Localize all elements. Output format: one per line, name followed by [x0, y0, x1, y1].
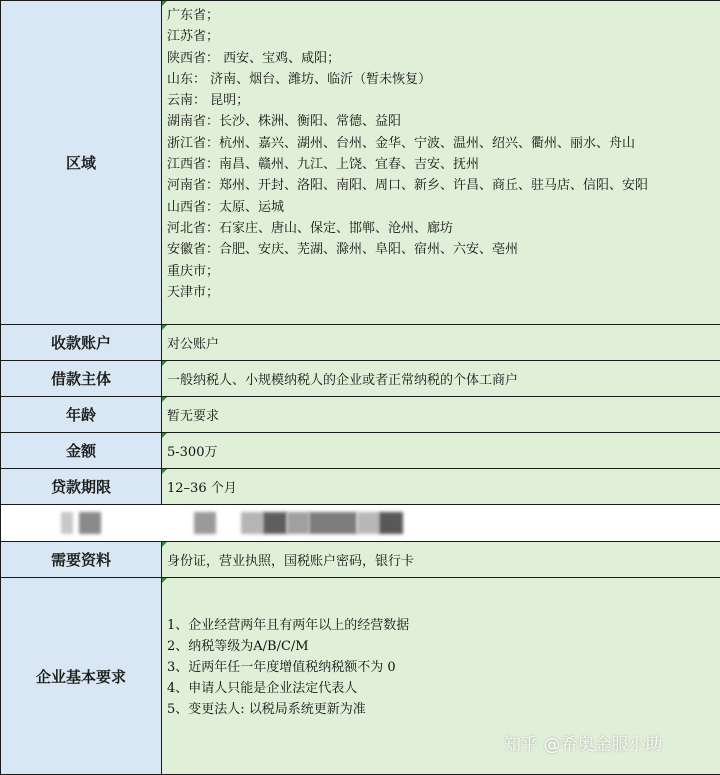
region-line: 江苏省；	[167, 26, 720, 47]
region-line: 云南： 昆明；	[167, 90, 720, 111]
requirement-item: 3、近两年任一年度增值税纳税额不为 0	[167, 657, 720, 678]
row-term	[1, 469, 720, 505]
amount-value: 5-300万	[162, 433, 720, 469]
borrower-label: 借款主体	[1, 361, 162, 397]
term-value: 12–36 个月	[162, 469, 720, 505]
region-line: 湖南省：长沙、株洲、衡阳、常德、益阳	[167, 111, 720, 132]
region-line: 天津市；	[167, 282, 720, 303]
region-line: 重庆市；	[167, 261, 720, 282]
region-value	[162, 1, 720, 325]
region-line: 山西省：太原、运城	[167, 197, 720, 218]
row-region	[1, 1, 720, 325]
row-account	[1, 325, 720, 361]
redaction-block	[309, 512, 357, 534]
row-documents	[1, 542, 720, 578]
redaction-block	[241, 512, 263, 534]
redaction-blocks	[1, 505, 720, 541]
requirements-list	[167, 578, 720, 720]
row-age	[1, 397, 720, 433]
requirement-item: 2、纳税等级为A/B/C/M	[167, 636, 720, 657]
region-line: 江西省：南昌、赣州、九江、上饶、宜春、吉安、抚州	[167, 154, 720, 175]
region-line: 广东省；	[167, 5, 720, 26]
region-line: 山东： 济南、烟台、潍坊、临沂（暂未恢复）	[167, 69, 720, 90]
requirement-item: 4、申请人只能是企业法定代表人	[167, 678, 720, 699]
borrower-value: 一般纳税人、小规模纳税人的企业或者正常纳税的个体工商户	[162, 361, 720, 397]
region-line: 河南省：郑州、开封、洛阳、南阳、周口、新乡、许昌、商丘、驻马店、信阳、安阳	[167, 175, 720, 196]
region-line: 河北省：石家庄、唐山、保定、邯郸、沧州、廊坊	[167, 218, 720, 239]
row-amount	[1, 433, 720, 469]
redaction-block	[79, 512, 101, 534]
documents-value: 身份证，营业执照，国税账户密码，银行卡	[162, 542, 720, 578]
redaction-block	[287, 512, 309, 534]
redaction-block	[263, 512, 287, 534]
age-label: 年龄	[1, 397, 162, 433]
requirement-item: 1、企业经营两年且有两年以上的经营数据	[167, 615, 720, 636]
row-borrower	[1, 361, 720, 397]
region-label: 区域	[1, 1, 162, 325]
account-value: 对公账户	[162, 325, 720, 361]
term-label: 贷款期限	[1, 469, 162, 505]
age-value: 暂无要求	[162, 397, 720, 433]
region-lines	[167, 1, 720, 303]
row-redacted	[1, 505, 720, 542]
account-label: 收款账户	[1, 325, 162, 361]
region-line: 陕西省： 西安、宝鸡、咸阳；	[167, 48, 720, 69]
amount-label: 金额	[1, 433, 162, 469]
watermark: 知乎 @希奥金服小助	[504, 730, 662, 755]
redaction-block	[357, 512, 379, 534]
redacted-cell	[1, 505, 720, 542]
requirements-label: 企业基本要求	[1, 578, 162, 775]
region-line: 浙江省：杭州、嘉兴、湖州、台州、金华、宁波、温州、绍兴、衢州、丽水、舟山	[167, 133, 720, 154]
redaction-block	[379, 512, 403, 534]
redaction-block	[194, 512, 216, 534]
region-line: 安徽省：合肥、安庆、芜湖、滁州、阜阳、宿州、六安、亳州	[167, 239, 720, 260]
requirement-item: 5、变更法人: 以税局系统更新为准	[167, 699, 720, 720]
redaction-block	[61, 512, 73, 534]
documents-label: 需要资料	[1, 542, 162, 578]
